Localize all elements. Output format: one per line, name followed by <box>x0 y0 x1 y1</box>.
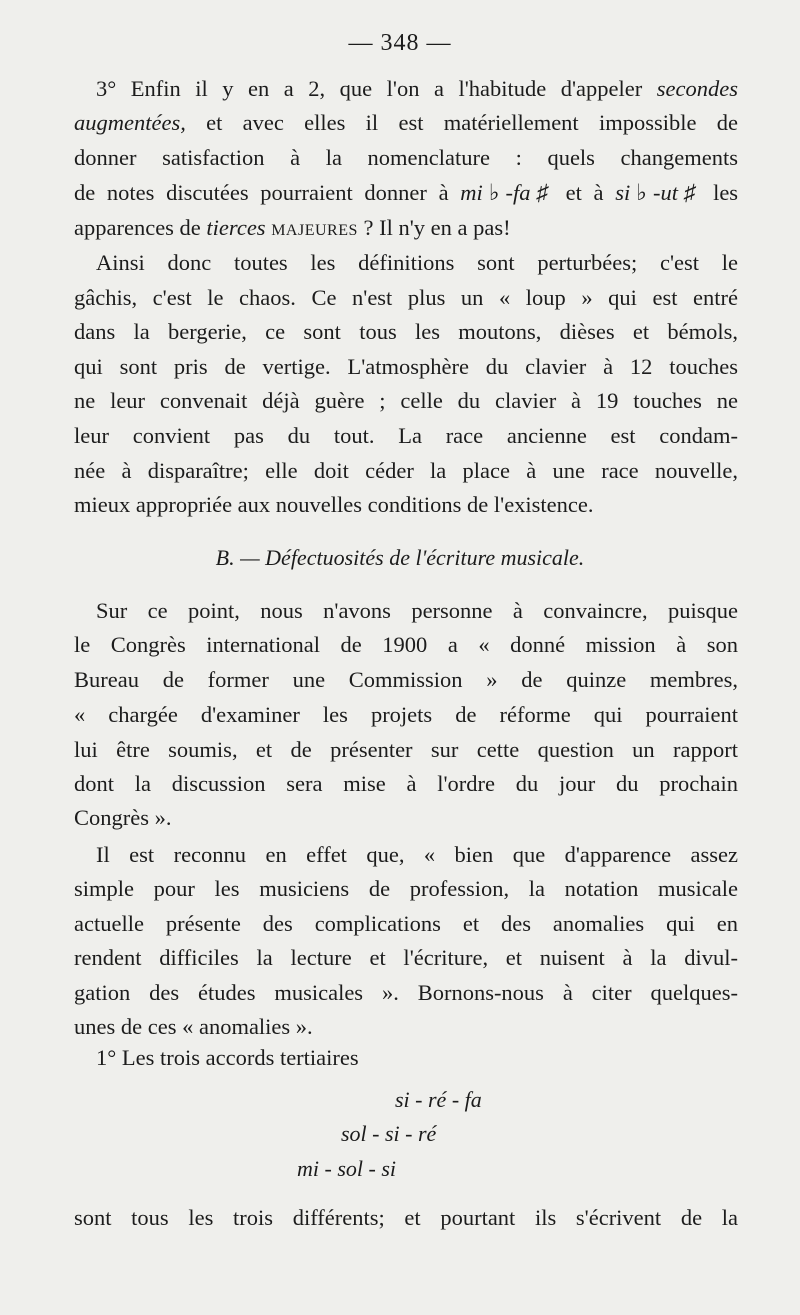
text: apparences de <box>74 215 201 240</box>
text: de notes discutées pourraient donner à <box>74 180 449 205</box>
text: 3° Enfin il y en a 2, que l'on a l'habitude d'appeler <box>96 76 643 101</box>
para3-line: lui être soumis, et de présenter sur cette question un rapport <box>74 737 738 762</box>
para3-line: Sur ce point, nous n'avons personne à convaincre, puisque <box>96 598 738 623</box>
para2-line: mieux appropriée aux nouvelles conditions de l'existence. <box>74 492 594 517</box>
para1-line-1 <box>96 72 738 106</box>
italic-notes: mi♭-fa♯ <box>460 180 554 205</box>
para1-line-2 <box>74 106 738 140</box>
para3-line: Congrès ». <box>74 805 172 830</box>
italic-term: secondes <box>656 76 739 101</box>
para3-line: dont la discussion sera mise à l'ordre du jour du prochain <box>74 771 738 796</box>
para2-line: qui sont pris de vertige. L'atmosphère du clavier à 12 touches <box>74 354 738 379</box>
para4-line: actuelle présente des complications et des anomalies qui en <box>74 911 738 936</box>
para2-line: née à disparaître; elle doit céder la place à une race nouvelle, <box>74 458 738 483</box>
para2-line: gâchis, c'est le chaos. Ce n'est plus un « loup » qui est entré <box>74 285 738 310</box>
italic-notes: si♭-ut♯ <box>615 180 702 205</box>
para4-line: simple pour les musiciens de profession, la notation musicale <box>74 876 738 901</box>
para2-line: ne leur convenait déjà guère ; celle du clavier à 19 touches ne <box>74 388 738 413</box>
text: et à <box>565 180 604 205</box>
text: ? Il n'y en a pas! <box>363 215 511 240</box>
para1-line-5 <box>74 211 738 245</box>
italic-term: tierces <box>206 215 266 240</box>
chord-line: sol - si - ré <box>341 1121 437 1146</box>
para1-line-4 <box>74 176 738 210</box>
last-line: sont tous les trois différents; et pourtant ils s'écrivent de la <box>74 1205 738 1230</box>
para3-line: Bureau de former une Commission » de quinze membres, <box>74 667 738 692</box>
text: et avec elles il est matériellement impossible de <box>206 110 739 135</box>
para3-line: le Congrès international de 1900 a « donné mission à son <box>74 632 738 657</box>
chord-line: si - ré - fa <box>395 1087 482 1112</box>
para4-line: Il est reconnu en effet que, « bien que d'apparence assez <box>96 842 738 867</box>
chord-line: mi - sol - si <box>297 1156 396 1181</box>
para4-line: gation des études musicales ». Bornons-nous à citer quelques- <box>74 980 738 1005</box>
para2-line: leur convient pas du tout. La race ancienne est condam- <box>74 423 738 448</box>
para2-line: Ainsi donc toutes les définitions sont perturbées; c'est le <box>96 250 738 275</box>
smallcaps-term: majeures <box>271 215 358 240</box>
section-heading: B. — Défectuosités de l'écriture musicale. <box>215 545 585 570</box>
para1-line-3: donner satisfaction à la nomenclature : quels changements <box>74 145 738 170</box>
para2-line: dans la bergerie, ce sont tous les moutons, dièses et bémols, <box>74 319 738 344</box>
italic-term: augmentées, <box>74 110 186 135</box>
item-1: 1° Les trois accords tertiaires <box>96 1045 359 1070</box>
para4-line: unes de ces « anomalies ». <box>74 1014 313 1039</box>
para4-line: rendent difficiles la lecture et l'écriture, et nuisent à la divul- <box>74 945 738 970</box>
para3-line: « chargée d'examiner les projets de réforme qui pourraient <box>74 702 738 727</box>
text: les <box>713 180 739 205</box>
page-number: — 348 — <box>348 30 452 56</box>
